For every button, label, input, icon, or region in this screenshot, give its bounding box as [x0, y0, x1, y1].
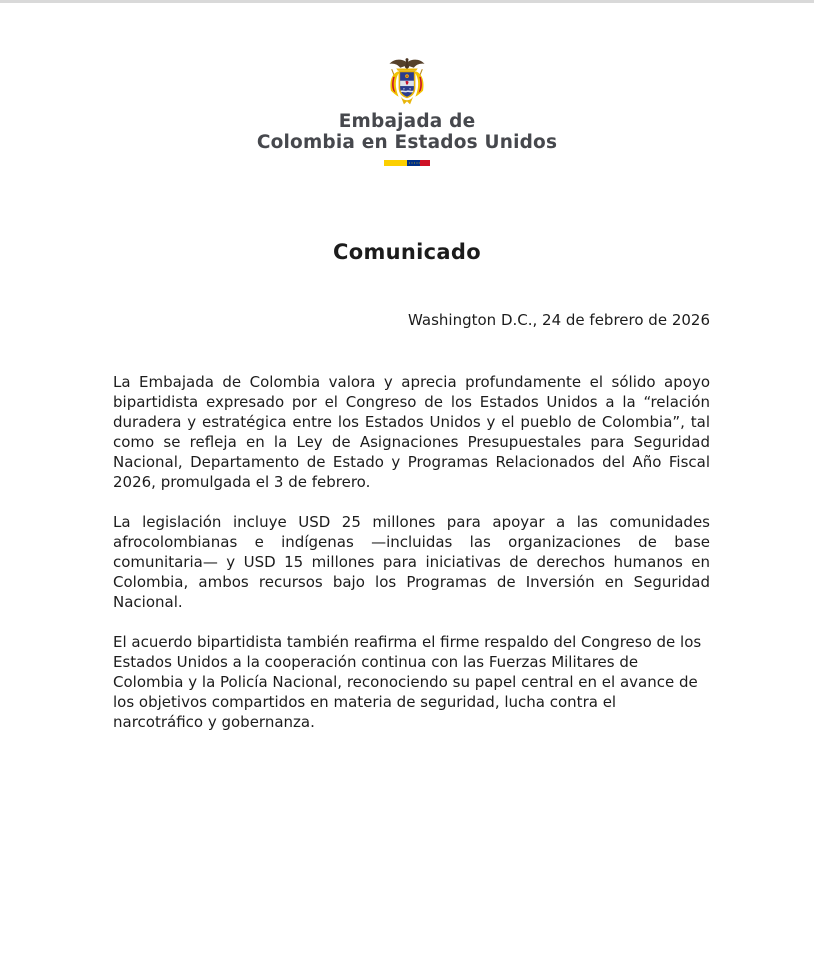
colombia-flag-bar [384, 160, 430, 166]
flag-yellow-segment [384, 160, 407, 166]
document-body [113, 372, 710, 732]
embassy-name-line2: Colombia en Estados Unidos [256, 131, 558, 153]
paragraph-2: La legislación incluye USD 25 millones para apoyar a las comunidades afrocolombianas e indígenas —incluidas las organizaciones de base comunitaria— y USD 15 millones para iniciativas de derechos humanos en Colombia, ambos recursos bajo los Programas de Inversión en Seguridad Nacional. [113, 513, 710, 611]
colombia-coat-of-arms-icon [384, 57, 430, 109]
flag-red-segment [420, 160, 430, 166]
dateline: Washington D.C., 24 de febrero de 2026 [408, 311, 710, 329]
letterhead [0, 3, 814, 166]
flag-blue-segment [407, 160, 420, 166]
paragraph-1: La Embajada de Colombia valora y aprecia profundamente el sólido apoyo bipartidista expresado por el Congreso de los Estados Unidos a la “relación duradera y estratégica entre los Estados Unidos y el pueblo de Colombia”, tal como se refleja en la Ley de Asignaciones Presupuestales para Seguridad Nacional, Departamento de Estado y Programas Relacionados del Año Fiscal 2026, promulgada el 3 de febrero. [113, 373, 710, 491]
document-title: Comunicado [333, 240, 481, 264]
embassy-name-line1: Embajada de [338, 111, 476, 132]
paragraph-3: El acuerdo bipartidista también reafirma el firme respaldo del Congreso de los Estados Unidos a la cooperación continua con las Fuerzas Militares de Colombia y la Policía Nacional, reconociendo su papel central en el avance de los objetivos compartidos en materia de seguridad, lucha contra el narcotráfico y gobernanza. [113, 633, 702, 731]
embassy-name [0, 112, 814, 153]
